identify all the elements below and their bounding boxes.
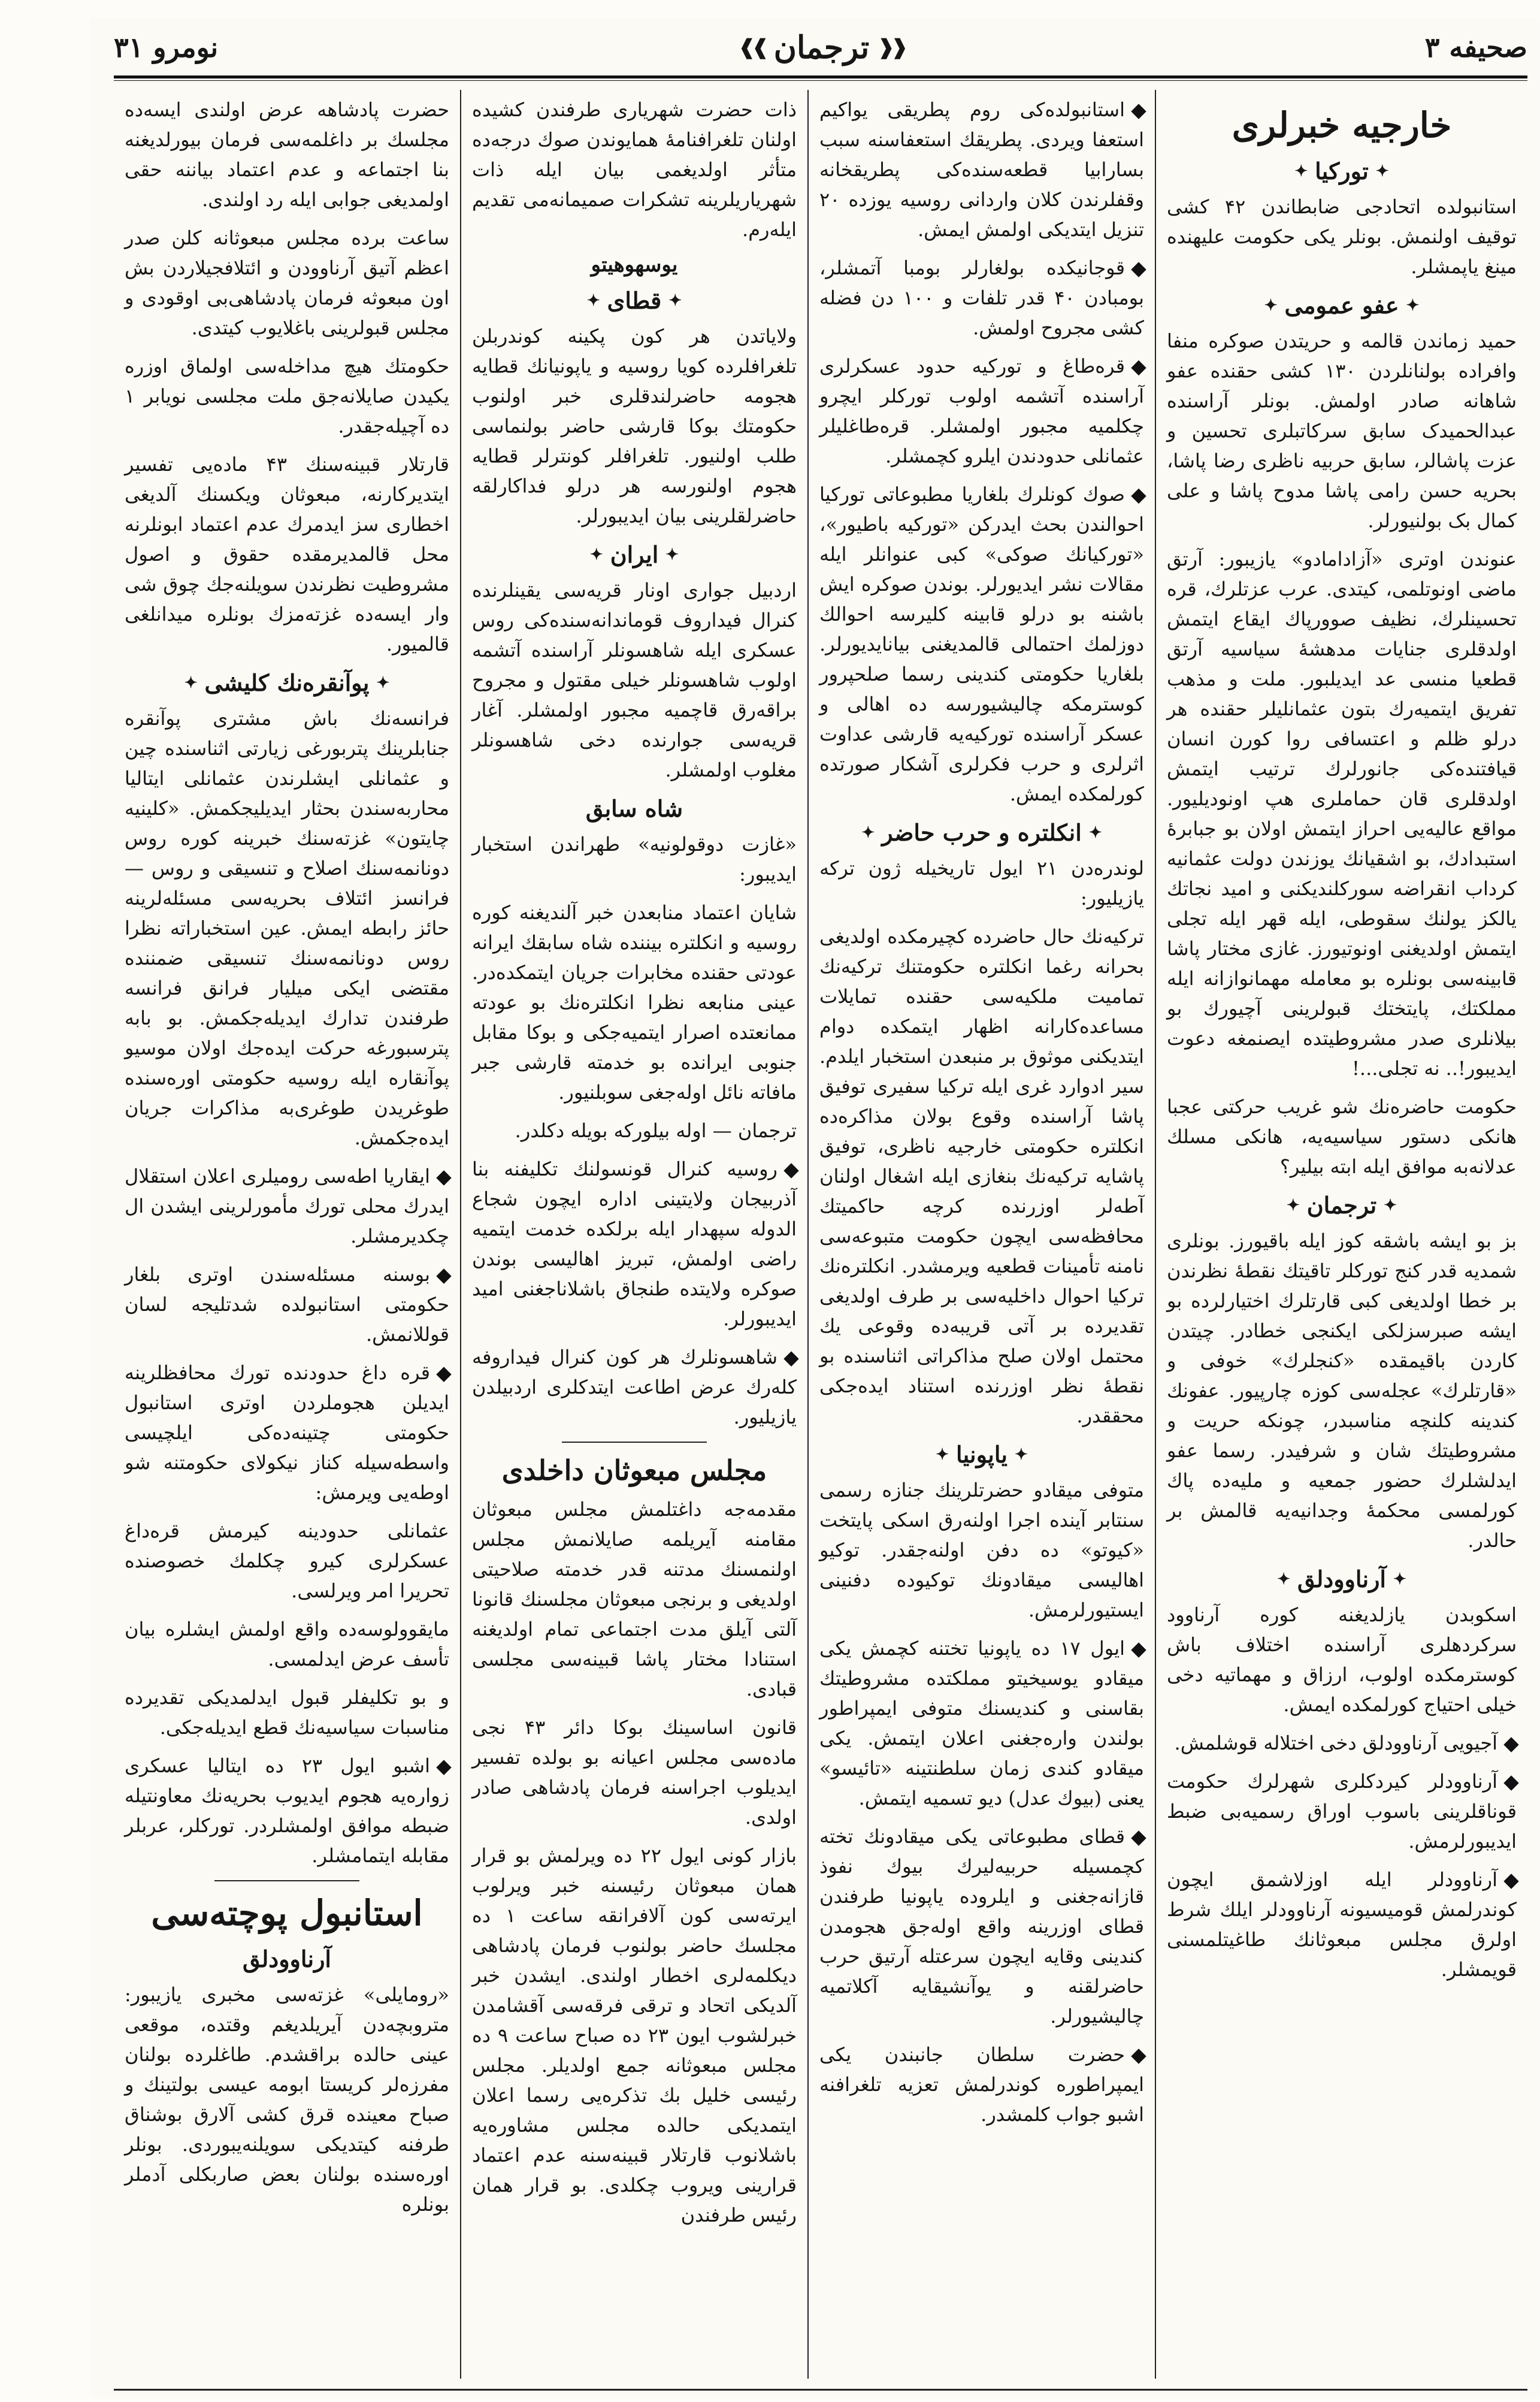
subhead-poincare: ✦ پوآنقره‌نك کلیشی ✦: [184, 669, 390, 696]
paragraph: حمید زماندن قالمه و حریتدن صوکره منفا وافراده بولنانلردن ۱۳۰ کشی حقنده عفو شاهانه صادر اولمش. بونلر آراسنده عبدالحمیدک سابق سرکاتبلری تحسین و عزت پاشالر، سابق حربیه ناظری رضا پاشا، بحریه حسن رامی پاشا مدوح پاشا و علی کمال بک بولنیورلر.: [1167, 330, 1517, 532]
paragraph: مقدمه‌جه داغتلمش مجلس مبعوثان مقامنه آیریلمه صایلانمش مجلس اولنمسنك مدتنه قدر خدمته صلاحیتی اولدیغی و برنجی مبعوثان مجلسنك قانونا آلتی آیلق مدت اجتماعی تمام اولدیغنه استنادا مختار پاشا قبینه‌سی مجلسی قبادی.: [472, 1498, 797, 1700]
divider: [562, 1442, 707, 1443]
diamond-bullet-icon: [1131, 2049, 1146, 2063]
section-title-parliament: مجلس مبعوثان داخلدی: [501, 1454, 767, 1486]
subhead-japan: ✦ یاپونیا ✦: [936, 1441, 1028, 1468]
diamond-bullet-icon: [436, 1760, 451, 1775]
news-item: قره‌طاغ و تورکیه حدود عسکرلری آراسنده آتشمه اولوب تورکلر ایچرو چکلمیه مجبور اولمشلر. قره‌طاغلیلر عثمانلی حدودندن ایلرو کچمشلر.: [819, 351, 1144, 471]
paragraph: اردبیل جواری اونار قریه‌سی یقینلرنده کنرال فیداروف قوماندانه‌سنده‌کی روس عسکری ایله شاهسونلر آراسنده آتشمه اولوب شاهسونلر خیلی مقتول و مجروح براقه‌رق قاچمیه مجبور اولمشلر. آغار قریه‌سی جوارنده دخی شاهسونلر مغلوب اولمشلر.: [472, 579, 797, 781]
ornament-icon: ✦: [1088, 824, 1102, 842]
footer-rule: [114, 2389, 1527, 2391]
paragraph: مایقوولوسه‌ده واقع اولمش ایشلره بیان تأسف عرض ایدلمسی.: [125, 1618, 449, 1670]
ornament-icon: ✦: [586, 292, 600, 310]
paragraph: بازار کونی ایول ۲۲ ده ویرلمش بو قرار همان مبعوثان رئیسنه خبر ویرلوب ایرته‌سی کون آلافرانقه ساعت ۱ ده مجلسك حاضر بولنوب فرمان پادشاهی دیکلمه‌لری اخطار اولندی. ایشدن خبر آلدیکی اتحاد و ترقی فرقه‌سی آقشامدن خبرلشوب ایون ۲۳ ده صباح ساعت ۹ ده مجلس مبعوثانه جمع اولدیلر. مجلس رئیسی خلیل بك تذکره‌یی رسما اعلان ایتمدیکی حالده مجلس مشاوره‌یه باشلانوب قارتلار قبینه‌سنه عدم اعتماد قرارینی ویروب چکلدی. بو قرار همان رئیس طرفندن: [472, 1844, 797, 2226]
subhead-former-shah: شاه سابق: [585, 795, 683, 822]
ornament-icon: ✦: [665, 546, 679, 564]
news-item: ایول ۱۷ ده یاپونیا تختنه کچمش یکی میقادو یوسیخیتو مملکتده مشروطیتك بقاسنی و کندیسنك متوفی ایمپراطور بولندن وارەجغنی اعلان ایتمش. یکی میقادو کندی زمان سلطنتینه «تائیسو» یعنی (بیوك عدل) دیو تسمیه ایتمش.: [819, 1633, 1144, 1813]
newspaper-page: [90, 18, 1539, 2397]
subhead-china: ✦ قطای ✦: [586, 287, 682, 314]
paragraph: اسکوبدن یازلدیغنه کوره آرناوود سرکردهلری آراسنده اختلاف باش کوسترمکده اولوب، ارزاق و مهماتیه دخی خیلی احتیاج کورلمکده ایمش.: [1167, 1603, 1517, 1716]
diamond-bullet-icon: [783, 1351, 798, 1366]
subhead-albania: ✦ آرناوودلق ✦: [1277, 1566, 1406, 1593]
divider: [214, 1880, 359, 1881]
ornament-icon: ✦: [1375, 162, 1389, 180]
subhead-iran: ✦ ایران ✦: [589, 541, 679, 568]
paragraph: بز بو ایشه باشقه کوز ایله باقیورز. بونلری شمدیه قدر کنج تورکلر تاقیتك نقطهٔ نظرندن بر خطا اولدیغی کبی قارتلرك اختیارلرده بو ایشه صبرسزلکی ایکنجی خطادر. چیتدن کاردن باقیمقده «کنجلرك» خوفی و «قارتلرك» عجله‌سی کوزه چارپیور. عفونك کندینه کلنچه مناسبدر، چونكه حریت و مشروطیتك شان و شرفیدر. رسما عفو ایدلشلرك حضور جمعیه و ملیه‌ده پاك کورلمسی محکمهٔ وجدانیه‌یه قالمش بر حالدر.: [1167, 1229, 1517, 1552]
ornament-icon: ✦: [668, 292, 682, 310]
ornament-icon: ❱❱: [738, 35, 766, 59]
subhead-amnesty: ✦ عفو عمومی ✦: [1264, 292, 1420, 319]
issue-number-label: نومرو ۳۱: [114, 31, 219, 64]
subhead-england: ✦ انکلتره و حرب حاضر ✦: [861, 819, 1102, 846]
diamond-bullet-icon: [436, 1268, 451, 1283]
diamond-bullet-icon: [1503, 1737, 1518, 1752]
page-number-label: صحیفه ۳: [1424, 31, 1527, 64]
paragraph: و بو تکلیفلر قبول ایدلمدیکی تقدیرده مناسبات سیاسیه‌نك قطع ایدیله‌جکی.: [125, 1686, 449, 1739]
ornament-icon: ✦: [1286, 1197, 1300, 1214]
ornament-icon: ✦: [1277, 1570, 1291, 1588]
diamond-bullet-icon: [436, 1367, 451, 1382]
signature: یوسهوهیتو: [591, 253, 678, 277]
news-item: استانبولده‌کی روم پطریقی یواکیم استعفا ویردی. پطریقك استعفاسنه سبب بسارابیا قطعه‌سنده‌کی پطریقخانه وقفلرندن کلان واردانی روسیه یوزده ۲۰ تنزیل ایتدیکی اولمش ایمش.: [819, 95, 1144, 244]
diamond-bullet-icon: [1503, 1874, 1518, 1889]
diamond-bullet-icon: [1503, 1775, 1518, 1790]
news-item: قطای مطبوعاتی یکی میقادونك تخته کچمسیله حربیه‌لیرك بیوك نفوذ قازانه‌جغنی و ایلروده یاپونیا طرفندن قطای اوزرینه واقع اولە‌جق هجومدن کندینی وقایه ایچون سرعتله آرتیق حرب حاضرلقنه و یوآنشیقایه آکلاتمیه چالیشیورلر.: [819, 1821, 1144, 2031]
subhead-turkey: ✦ توركیا ✦: [1294, 158, 1389, 185]
paragraph: فرانسه‌نك باش مشتری پوآنقره جنابلرینك پتربورغی زیارتی اثناسنده چین و عثمانلی ایشلرندن عثمانلی ایتالیا محاربه‌سندن بحثار ایدیلیجکمش. «کلینیه چایتون» غزته‌سنك خبرینه کوره روس دونانمه‌سنك اصلاح و تنسیقی و روس — فرانسز ائتلاف بحریه‌سی مسئله‌لرینه حائز رابطه ایمش. عین استخباراته نظرا روس دونانمه‌سنك تنسیقی ضمننده مقتضی ایکی میلیار فرانق فرانسه طرفندن تدارك ایدیله‌جکمش. بو بابه پترسبورغه حرکت ایده‌جك اولان موسیو پوآنقاره ایله روسیه حکومتی اورەسنده طوغریدن طوغری‌به مذاکرات جریان ایده‌جکمش.: [125, 707, 449, 1149]
paragraph: ذات حضرت شهریاری طرفندن کشیده اولنان تلغرافنامهٔ همایوندن صوك درجه‌ده متأثر اولدیغمی بیان ایله ذات شهریاریلرینه تشکرات صمیمانه‌می تقدیم ایلەرم.: [472, 98, 797, 241]
ornament-icon: ✦: [376, 674, 390, 692]
paragraph: ترجمان — اوله بیلورکه بویله دکلدر.: [515, 1119, 797, 1142]
news-item: ایقاریا اطه‌سی رومیلری اعلان استقلال ایدرك محلی تورك مأمورلرینی ایشدن ال چکدیرمشلر.: [125, 1161, 449, 1251]
diamond-bullet-icon: [1131, 1642, 1146, 1657]
diamond-bullet-icon: [1131, 1830, 1146, 1845]
column-foreign-news: [1156, 90, 1527, 2379]
paragraph: لوندره‌دن ۲۱ ایول تاریخیله ژون ترکه یازیلیور:: [819, 857, 1145, 910]
masthead-rule-thin: [114, 80, 1527, 81]
ornament-icon: ✦: [936, 1446, 949, 1464]
masthead-rule: [114, 75, 1527, 78]
news-item: صوك کونلرك بلغاریا مطبوعاتی تورکیا احوالندن بحث ایدرکن «تورکیه باطیور»، «تورکیانك صوكی» کبی عنوانلر ایله مقالات نشر ایدیورلر. بوندن صوکره ایش باشنه بو درلو قابینه کلیرسه احوالك دوزلمك احتمالی قالمدیغنی بیانایدیورلر. بلغاریا حکومتی کندینی رسما صلحپرور کوسترمکه چالیشیورسه ده اهالی و عسکر آراسنده تورکیه‌یه قارشی عداوت اثرلری و حرب فکرلری آشکار صورتده کورلمکده ایمش.: [819, 479, 1144, 809]
column-two: [461, 90, 809, 2379]
paragraph: قارتلار قبینه‌سنك ۴۳ ماده‌یی تفسیر ایتدیرکارنه، مبعوثان ویکسنك آلدیغی اخطاری سز ایدمرك عدم اعتماد ابونلرنه محل قالمدیرمقده حقوق و اصول مشروطیت نظرندن سویلنه‌جك چوق شی وار ایسه‌ده غزته‌مزك بونلره میدانلغی قالمیور.: [125, 453, 449, 655]
column-one: [114, 90, 461, 2379]
columns: [114, 90, 1527, 2379]
paragraph: عثمانلی حدودینه کیرمش قره‌داغ عسکرلری کیرو چکلمك خصوصنده تحریرا امر ویرلسی.: [125, 1519, 449, 1602]
news-item: قوجانیکده بولغارلر بومبا آتمشلر، بومبادن ۴۰ قدر تلفات و ۱۰۰ دن فضله کشی مجروح اولمش.: [819, 253, 1144, 343]
news-item: آجیویی آرناوودلق دخی اختلاله قوشلمش.: [1167, 1728, 1517, 1758]
ornament-icon: ❰❰: [878, 35, 905, 59]
paragraph: شایان اعتماد منابعدن خبر آلندیغنه کوره روسیه و انکلتره بیننده شاه سابقك ایرانه عودتی حقنده مخابرات جریان ایتمکده‌در. عینی منابعه نظرا انکلتره‌نك بو عودته ممانعتده اصرار ایتمیه‌جکی و بوکا مقابل جنوبی ایرانده بو خدمته قارشی جبر مافاته نائل اولەجغی سوبلنیور.: [472, 901, 797, 1104]
diamond-bullet-icon: [436, 1170, 451, 1185]
ornament-icon: ✦: [1393, 1570, 1406, 1588]
ornament-icon: ✦: [184, 674, 198, 692]
paragraph: عنوندن اوتری «آزادامادو» یازیبور: آرتق ماضی اونوتلمی، کیتدی. عرب عزتلرك، قره تحسینلرك، نظیف صوورپاك ایقاع ایتمش اولدقلری جنایات مدهشهٔ سیاسیه آرتق قطعیا منسی عد ایدیلبور. ملت و مذهب تفریق ایتمیه‌رك بتون عثمانلیلر حقنده هر درلو ظلم و اعتسافی روا کورن انسان قیافتنده‌کی جانورلرك ترتیب ایتمش اولدقلری قان حماملری هپ اونودیلیور. مواقع عالیه‌یی احراز ایتمش اولان بو جبابرهٔ استبدادك، بو اشقیانك یوزندن دولت عثمانیه کرداب انقراضه سوركلندیکنی و امید نجاتك یالكز یولنك سقوطی، ایله قهر ایله تجلی ایتمش اولدیغنی اونوتیورز. غازی مختار پاشا قابینه‌سی بونلره بو معامله مهمانوازانه ایله مملكتك، پایتختك قبولرینی آچیورك بو بیلانلری صدر مشروطیتده ایصنمغه دعوت ایدیبور!.. نه تجلی...!: [1167, 548, 1517, 1080]
paper-name: ترجمان: [773, 29, 870, 66]
news-item: آرناوودلر ایله اوزلاشمق ایچون کوندرلمش قومیسیونه آرناوودلر ایلك شرط اولرق مجلس مبعوثانك طاغیتلمسنی قویمشلر.: [1167, 1865, 1517, 1984]
paragraph: حکومتك هیچ مداخله‌سی اولماق اوزره یکیدن صایلانەجق ملت مجلسی نویابر ۱ ده آچیله‌جقدر.: [125, 355, 449, 437]
paper-name-block: [739, 29, 904, 66]
news-item: حضرت سلطان جانبندن یکی ایمپراطوره کوندرلمش تعزیه تلغرافنه اشبو جواب کلمشدر.: [819, 2040, 1144, 2129]
paragraph: استانبولده اتحادجی ضابطاندن ۴۲ کشی توقیف اولنمش. بونلر یکی حکومت علیهنده مینغ یاپمشلر.: [1167, 195, 1517, 278]
subhead-albania-post: آرناوودلق: [243, 1945, 331, 1972]
paragraph: ترکیه‌نك حال حاضرده کچیرمکده اولدیغی بحرانه رغما انکلتره حکومتنك ترکیه‌نك تمامیت ملکیه‌سی حقنده تمایلات مساعده‌کارانه اظهار ایتمکده دوام ایتدیکنی موثوق بر منبعدن استخبار ایلدم. سیر ادوارد غری ایله ترکیا سفیری توفیق پاشا آراسنده وقوع بولان مذاکره‌ده انکلتره حکومتی خارجیه ناظری، توفیق پاشایه ترکیه‌نك بنغازی ایله اشغال اولنان آطه‌لر اوزرنده کرچه حاکمیتك محافظه‌سی ایچون حکومت متبوعه‌سی نامنه تأمینات قطعیه ویرمشدر. انکلتره‌نك ترکیا احوال داخلیه‌سی بر طرف اولدیغی تقدیرده بر آتی قریبه‌ده وقوعی یك محتمل اولان صلح مذاکراتی اثناسنده بو نقطهٔ نظر اوزرنده استناد ایده‌جکی محققدر.: [819, 925, 1144, 1427]
section-title-istanbul-post: استانبول پوچته‌سی: [151, 1893, 423, 1933]
paragraph: ساعت برده مجلس مبعوثانه کلن صدر اعظم آتیق آرناوودن و ائتلافجیلاردن بش اون مبعوثه فرمان پادشاهی‌بی اوقودی و مجلس قبولرینی باغلایوب کیتدی.: [125, 226, 449, 339]
ornament-icon: ✦: [1015, 1446, 1028, 1464]
column-three: [809, 90, 1156, 2379]
section-title-foreign-news: خارجیه خبرلری: [1232, 105, 1452, 146]
diamond-bullet-icon: [783, 1163, 798, 1178]
ornament-icon: ✦: [1264, 297, 1278, 315]
paragraph: حکومت حاضره‌نك شو غریب حرکتی عجبا هانكی دستور سیاسیه‌یه، هانكی مسلك عدلانه‌به موافق ایله ابته بیلیر؟: [1167, 1095, 1517, 1178]
news-item: بوسنه مسئله‌سندن اوتری بلغار حکومتی استانبولده شدتلیجه لسان قوللانمش.: [125, 1259, 449, 1349]
ornament-icon: ✦: [1406, 297, 1420, 315]
paragraph: متوفی میقادو حضرتلرینك جنازه رسمی سنتابر آینده اجرا اولنه‌رق اسکی پایتخت «کیوتو» ده دفن اولنه‌جقدر. توکیو اهالیسی میقادونك توکیوده دفنینی ایستیورلرمش.: [819, 1479, 1144, 1621]
paragraph: «رومایلی» غزته‌سی مخبری یازیبور: متروبچه‌دن آیریلدیغم وقتده، موقعی عینی حالده براقشدم. طاغلرده بولنان مفرزه‌لر کریستا ابومه عیسی بولتینك و صباح معینده قرق کشی آلارق بوشناق طرفنه کیتدیکی سویلنه‌یبوردی. بونلر اورەسنده بولنان بعض صاربکلی آدملر بونلره: [125, 1983, 449, 2216]
paragraph: قانون اساسینك بوکا دائر ۴۳ نجی ماده‌سی مجلس اعیانه بو بولده تفسیر ایدیلوب اجراسنه فرمان پادشاهی صادر اولدی.: [472, 1716, 797, 1829]
diamond-bullet-icon: [1131, 488, 1146, 503]
news-item: اشبو ایول ۲۳ ده ایتالیا عسکری زواره‌یه هجوم ایدیوب بحریه‌نك معاونتیله ضبطه موافق اولمشلردر. تورکلر، عربلر مقابله ایتمامشلر.: [125, 1751, 449, 1871]
news-item: آرناوودلر کیردکلری شهرلرك حکومت قوناقلرینی باسوب اوراق رسمیه‌بی ضبط ایدیبورلرمش.: [1167, 1766, 1517, 1856]
news-item: شاهسونلرك هر کون کنرال فیداروفه کلەرك عرض اطاعت ایتدکلری اردبیلدن یازیلیور.: [472, 1342, 797, 1432]
diamond-bullet-icon: [1131, 104, 1146, 119]
news-item: قره داغ حدودنده تورك محافظلرینه ایدیلن هجوملردن اوتری استانبول حکومتی چتینه‌ده‌کی ایلچیسی واسطه‌سیله کناز نیکولای حکومتنه شو اوطه‌یی ویرمش:: [125, 1358, 449, 1507]
masthead: [114, 26, 1527, 68]
paragraph: ولایاتدن هر کون پکینه کوندربلن تلغرافلرده کویا روسیه و یاپونیانك قطایه هجومه حاضرلندقلری خبر اولنوب حکومتك بوکا قارشی حاضر بولنماسی طلب اولنیور. تلغرافلر کونترلر قطایه هجوم اولنورسه هر درلو فداکارلقه حاضرلقلرینی بیان ایدیبورلر.: [472, 325, 797, 527]
diamond-bullet-icon: [1131, 262, 1146, 277]
subhead-tercuman: ✦ ترجمان ✦: [1286, 1192, 1397, 1219]
ornament-icon: ✦: [1294, 162, 1308, 180]
ornament-icon: ✦: [589, 546, 603, 564]
paragraph: «غازت دوقولونیه» طهراندن استخبار ایدیبور:: [472, 833, 797, 886]
ornament-icon: ✦: [1384, 1197, 1397, 1214]
paragraph: حضرت پادشاهه عرض اولندی ایسه‌ده مجلسك بر داغلمه‌سی فرمان بیورلدیغنه بنا اجتماعه و عدم اعتماد بیاننه حقی اولمدیغی جوابی ایله رد اولندی.: [125, 98, 449, 211]
diamond-bullet-icon: [1131, 360, 1146, 375]
news-item: روسیه کنرال قونسولنك تکلیفنه بنا آذربیجان ولایتینی اداره ایچون شجاع الدوله سپهدار ایله برلکده خدمت ایتمیه راضی اولمش، تبریز اهالیسی بوندن صوکره ولایتده طنجاق باشلاناجغنی امید ایدیبورلر.: [472, 1154, 797, 1334]
ornament-icon: ✦: [861, 824, 875, 842]
